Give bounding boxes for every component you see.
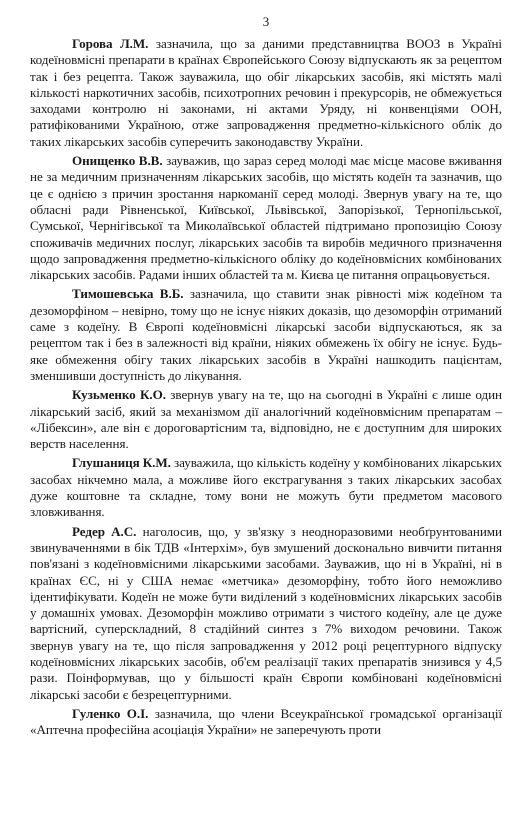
speaker-name: Онищенко В.В. bbox=[72, 153, 163, 169]
speaker-name: Горова Л.М. bbox=[72, 36, 149, 51]
paragraph-text: зазначила, що за даними представництва ВООЗ в Україні кодеїновмісні препарати в країнах Європейського Союзу відпускають як за рецептом так і без рецепта. Також зауважила, що обіг лікарських засобів, які містять малі кількості наркотичних засобів, психотропних речовин і прекурсорів, не обмежується заходами контролю ні законами, ні актами Уряду, ні конвенціями ООН, ратифікованими Україною, отже запровадження предметно-кількісного облік до таких лікарських засобів суперечить законодавству України. bbox=[30, 36, 502, 149]
paragraph-text: зазначила, що члени Всеукраїнської громадської організації «Аптечна професійна асоціація України» не заперечують проти bbox=[30, 705, 502, 738]
speaker-name: Гуленко О.І. bbox=[72, 705, 149, 721]
speaker-name: Тимошевська В.Б. bbox=[72, 286, 184, 302]
paragraph-horova bbox=[30, 36, 502, 150]
paragraph-text: звернув увагу на те, що на сьогодні в Україні є лише один лікарський засіб, який за механізмом дії аналогічний кодеїновмісним препаратам – «Лібексин», але він є дороговартісним та, відповідно, не є доступним для широких верств населення. bbox=[30, 387, 502, 452]
speaker-name: Кузьменко К.О. bbox=[72, 387, 166, 403]
paragraph-text: зазначила, що ставити знак рівності між кодеїном та дезоморфіном – невірно, тому що не існує ніяких доказів, що дезоморфін отриманий саме з кодеїну. В Європі кодеїновмісні лікарські засоби відпускаються, як за рецептом так і без в залежності від країни, ніяких обмежень їх обігу не існує. Будь-яке обмеження обігу таких лікарських засобів в Україні нашкодить пацієнтам, зменшивши доступність до лікування. bbox=[30, 286, 502, 383]
speaker-name: Редер А.С. bbox=[72, 523, 137, 539]
speaker-name: Глушаниця К.М. bbox=[72, 455, 171, 471]
paragraph-hlushanytsia bbox=[30, 455, 502, 520]
paragraph-tymoshevska bbox=[30, 286, 502, 384]
paragraph-text: зауважив, що зараз серед молоді має місце масове вживання не за медичним призначенням лікарських засобів, що містять кодеїн та зазначив, що це є однією з причин зростання наркоманії серед молоді. Звернув увагу на те, що обласні ради Рівненської, Київської, Львівської, Запорізької, Тернопільської, Сумської, Чернігівської та Миколаївської областей підтримано пропозицію Союзу споживачів медичних послуг, лікарських засобів та виробів медичного призначення щодо запровадження предметно-кількісного обліку до кодеїновмісних комбінованих лікарських засобів. Радами інших областей та м. Києва це питання опрацьовується. bbox=[30, 153, 502, 283]
paragraph-onyshchenko bbox=[30, 153, 502, 283]
paragraph-hulenko bbox=[30, 706, 502, 739]
paragraph-text: наголосив, що, у зв'язку з неодноразовими необґрунтованими звинуваченнями в бік ТДВ «Інтерхім», був змушений досконально вивчити питання пов'язані з кодеїновмісними лікарськими засобами. Зауважив, що ні в Україні, ні в країнах ЄС, ні у США немає «метчика» дезоморфіну, тобто його неможливо ідентифікувати. Кодеїн не може бути виділений з кодеїновмісних лікарських засобів у домашніх умовах. Дезоморфін можливо отримати з чистого кодеїну, але це дуже вартісний, суперскладний, 8 стадійний синтез з 7% виходом речовини. Також звернув увагу на те, що після запровадження у 2012 році рецептурного відпуску кодеїновмісних лікарських засобів, об'єм реалізації таких препаратів знизився у 4,5 рази. Поінформував, що у більшості країн Європи комбіновані кодеїновмісні лікарські засоби є безрецептурними. bbox=[30, 523, 502, 702]
paragraph-text: зауважила, що кількість кодеїну у комбінованих лікарських засобах нікчемно мала, а можливе його екстрагування з таких лікарських засобах дуже коштовне та складне, тому вони не можуть бути предметом масового зловживання. bbox=[30, 455, 502, 520]
paragraph-reder bbox=[30, 524, 502, 703]
paragraph-kuzmenko bbox=[30, 387, 502, 452]
page-number: 3 bbox=[262, 14, 270, 29]
